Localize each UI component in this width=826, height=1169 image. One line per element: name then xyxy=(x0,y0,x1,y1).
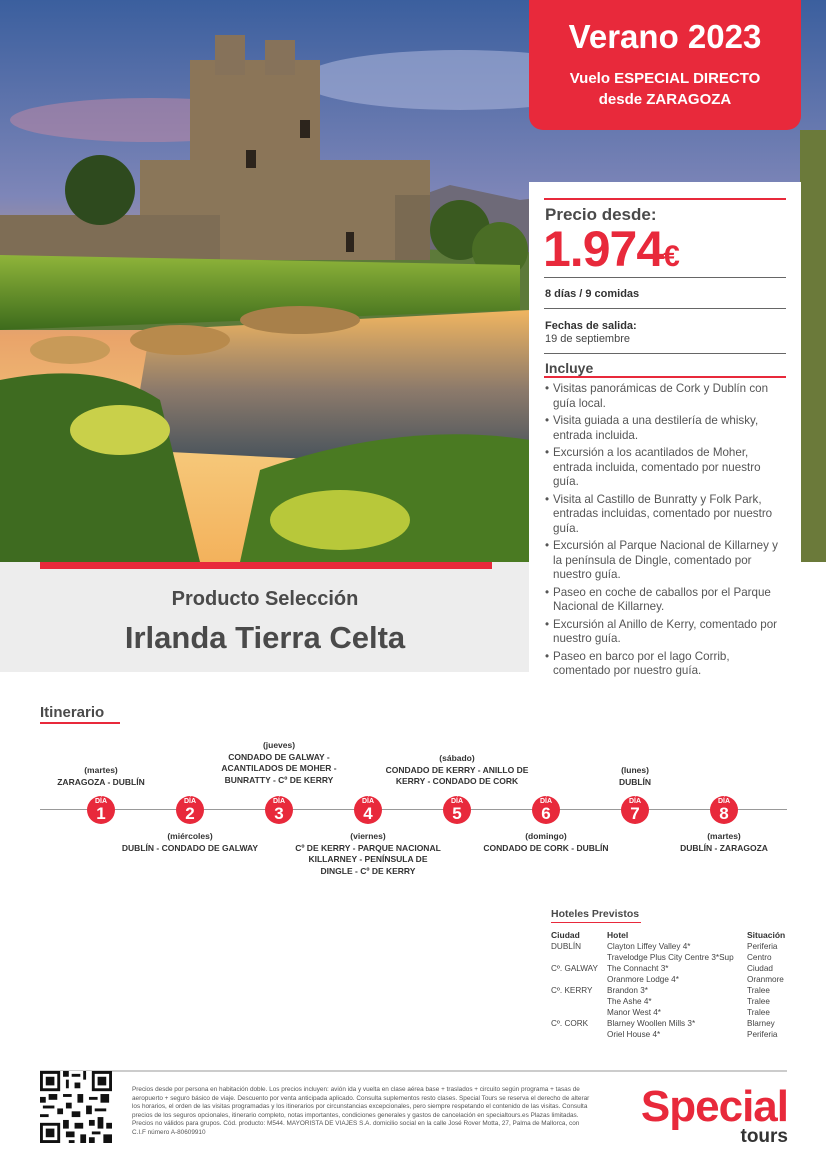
duration: 8 días / 9 comidas xyxy=(545,288,640,300)
day-label: DÍA xyxy=(361,798,375,805)
hotels-table xyxy=(551,929,787,1040)
brand-sub: tours xyxy=(740,1126,788,1147)
day-number: 7 xyxy=(630,804,640,823)
day-number: 6 xyxy=(541,804,551,823)
hotels-section xyxy=(551,908,791,1040)
table-cell: The Ashe 4* xyxy=(607,997,652,1006)
day-marker-2 xyxy=(176,796,204,824)
day-3-text xyxy=(204,740,354,786)
day-label: DÍA xyxy=(628,798,642,805)
table-cell: Oriel House 4* xyxy=(607,1030,661,1039)
table-cell: Clayton Liffey Valley 4* xyxy=(607,942,691,951)
table-cell: Periferia xyxy=(747,942,778,951)
weekday: (viernes) xyxy=(350,831,386,841)
itinerary-underline xyxy=(40,722,120,724)
table-row xyxy=(551,963,787,974)
itinerary-timeline xyxy=(40,809,787,810)
day-marker-8 xyxy=(710,796,738,824)
table-cell: Brandon 3* xyxy=(607,986,648,995)
table-row xyxy=(551,1029,787,1040)
product-subtitle: Producto Selección xyxy=(171,588,359,610)
day-number: 8 xyxy=(719,804,729,823)
day-marker-7 xyxy=(621,796,649,824)
table-row xyxy=(551,1007,787,1018)
day-7-text xyxy=(560,765,710,788)
table-cell: Tralee xyxy=(747,997,770,1006)
brand-name: Special xyxy=(640,1082,788,1131)
day-label: DÍA xyxy=(272,798,286,805)
promo-badge xyxy=(529,0,801,130)
price-value xyxy=(543,220,679,278)
hotels-table-body xyxy=(551,941,787,1040)
divider xyxy=(544,277,786,278)
day-label: DÍA xyxy=(539,798,553,805)
table-cell: Blarney xyxy=(747,1019,775,1028)
table-row xyxy=(551,985,787,996)
column-header: Hotel xyxy=(607,930,629,940)
day-marker-4 xyxy=(354,796,382,824)
includes-title: Incluye xyxy=(545,360,594,376)
brand-logo xyxy=(622,1082,788,1147)
table-cell xyxy=(551,974,607,985)
flight-info xyxy=(529,68,801,110)
table-cell: Tralee xyxy=(747,1008,770,1017)
includes-list xyxy=(545,382,789,682)
table-cell: Cº. KERRY xyxy=(551,986,593,995)
route: Cº DE KERRY - PARQUE NACIONAL KILLARNEY - PENÍNSULA DE DINGLE - Cº DE KERRY xyxy=(295,842,441,876)
column-header: Ciudad xyxy=(551,930,580,940)
list-item: • Visita al Castillo de Bunratty y Folk Park, entradas incluidas, comentado por nuestro guía. xyxy=(545,493,789,537)
info-panel xyxy=(529,182,801,677)
table-cell: Cº. GALWAY xyxy=(551,964,598,973)
divider xyxy=(544,308,786,309)
table-cell: Manor West 4* xyxy=(607,1008,661,1017)
weekday: (martes) xyxy=(84,765,118,775)
table-cell: Cº. CORK xyxy=(551,1019,589,1028)
route: CONDADO DE CORK - DUBLÍN xyxy=(483,842,609,853)
list-item: • Visita guiada a una destilería de whisky, entrada incluida. xyxy=(545,414,789,443)
table-cell xyxy=(551,952,607,963)
table-cell: Oranmore Lodge 4* xyxy=(607,975,679,984)
day-number: 4 xyxy=(363,804,373,823)
table-cell xyxy=(551,996,607,1007)
day-label: DÍA xyxy=(450,798,464,805)
day-marker-6 xyxy=(532,796,560,824)
table-cell xyxy=(551,1029,607,1040)
title-accent-line xyxy=(40,562,492,569)
table-row xyxy=(551,941,787,952)
divider xyxy=(544,353,786,354)
table-cell: Ciudad xyxy=(747,964,773,973)
departure-label: Fechas de salida: xyxy=(545,320,637,332)
hotels-title: Hoteles Previstos xyxy=(551,908,640,920)
product-title: Irlanda Tierra Celta xyxy=(124,620,406,655)
day-number: 1 xyxy=(96,804,106,823)
table-cell: Travelodge Plus City Centre 3*Sup xyxy=(607,953,734,962)
day-number: 3 xyxy=(274,804,284,823)
table-row xyxy=(551,952,787,963)
flight-line-1: Vuelo ESPECIAL DIRECTO xyxy=(569,70,761,87)
route: CONDADO DE GALWAY - ACANTILADOS DE MOHER - BUNRATTY - Cº DE KERRY xyxy=(221,751,337,785)
route: CONDADO DE KERRY - ANILLO DE KERRY - CONDADO DE CORK xyxy=(385,764,529,786)
day-6-text xyxy=(471,831,621,854)
weekday: (sábado) xyxy=(439,753,475,763)
weekday: (martes) xyxy=(707,831,741,841)
list-item: • Paseo en coche de caballos por el Parque Nacional de Killarney. xyxy=(545,586,789,615)
day-marker-3 xyxy=(265,796,293,824)
season-label: Verano 2023 xyxy=(568,18,762,55)
table-cell xyxy=(551,1007,607,1018)
departure-date: 19 de septiembre xyxy=(545,333,630,345)
table-row xyxy=(551,1018,787,1029)
day-number: 2 xyxy=(185,804,195,823)
qr-code-icon xyxy=(40,1071,112,1143)
table-header-row xyxy=(551,929,787,941)
footer-divider xyxy=(40,1070,787,1072)
day-number: 5 xyxy=(452,804,462,823)
route: DUBLÍN xyxy=(618,776,652,787)
column-header: Situación xyxy=(747,930,786,940)
list-item: • Paseo en barco por el lago Corrib, comentado por nuestro guía. xyxy=(545,650,789,679)
table-cell: The Connacht 3* xyxy=(607,964,669,973)
day-marker-1 xyxy=(87,796,115,824)
weekday: (miércoles) xyxy=(167,831,213,841)
price-amount: 1.974 xyxy=(543,221,664,277)
weekday: (jueves) xyxy=(262,740,296,750)
table-cell: Oranmore xyxy=(747,975,784,984)
table-cell: DUBLÍN xyxy=(551,942,582,951)
panel-accent-line xyxy=(544,198,786,200)
day-1-text xyxy=(26,765,176,788)
table-row xyxy=(551,996,787,1007)
weekday: (domingo) xyxy=(525,831,567,841)
table-cell: Blarney Woollen Mills 3* xyxy=(607,1019,696,1028)
route: DUBLÍN - CONDADO DE GALWAY xyxy=(121,842,259,853)
list-item: • Visitas panorámicas de Cork y Dublín con guía local. xyxy=(545,382,789,411)
list-item: • Excursión a los acantilados de Moher, entrada incluida, comentado por nuestro guía. xyxy=(545,446,789,490)
list-item: • Excursión al Anillo de Kerry, comentado por nuestro guía. xyxy=(545,618,789,647)
table-row xyxy=(551,974,787,985)
table-cell: Centro xyxy=(747,953,772,962)
price-currency: € xyxy=(663,240,679,273)
weekday: (lunes) xyxy=(621,765,649,775)
price-label: Precio desde: xyxy=(545,205,657,224)
table-cell: Periferia xyxy=(747,1030,778,1039)
hotels-underline xyxy=(551,922,641,923)
day-marker-5 xyxy=(443,796,471,824)
flight-line-2: desde ZARAGOZA xyxy=(598,91,732,108)
legal-text: Precios desde por persona en habitación doble. Los precios incluyen: avión ida y vuelta en clase aérea base + traslados + circuito según programa + tasas de aeropuerto + seguro básico de viaje. Descuento por venta anticipada aplicado. Consulta suplementos resto clases. Special Tours se reserva el derecho de alterar los horarios, el orden de las visitas programadas y los itinerarios por circunstancias excepcionales, pero siempre respetando el contenido de las visitas. Consulta precios de los seguros opcionales, itinerario completo, notas importantes, condiciones generales y gastos de cancelación en specialtours.es Plazas limitadas. Precios no válidos para grupos. Cód. producto: M544. MAYORISTA DE VIAJES S.A. domicilio social en la calle José Rover Motta, 27, Palma de Mallorca, con C.I.F número A-80609910 xyxy=(132,1086,590,1136)
includes-accent-line xyxy=(544,376,786,378)
day-label: DÍA xyxy=(717,798,731,805)
route: ZARAGOZA - DUBLÍN xyxy=(57,776,145,787)
itinerary-title: Itinerario xyxy=(40,704,105,721)
day-2-text xyxy=(115,831,265,854)
day-4-text xyxy=(293,831,443,877)
day-5-text xyxy=(382,753,532,788)
day-8-text xyxy=(649,831,799,854)
day-label: DÍA xyxy=(94,798,108,805)
day-label: DÍA xyxy=(183,798,197,805)
table-cell: Tralee xyxy=(747,986,770,995)
list-item: • Excursión al Parque Nacional de Killarney y la península de Dingle, comentado por nuestro guía. xyxy=(545,539,789,583)
route: DUBLÍN - ZARAGOZA xyxy=(680,842,768,853)
